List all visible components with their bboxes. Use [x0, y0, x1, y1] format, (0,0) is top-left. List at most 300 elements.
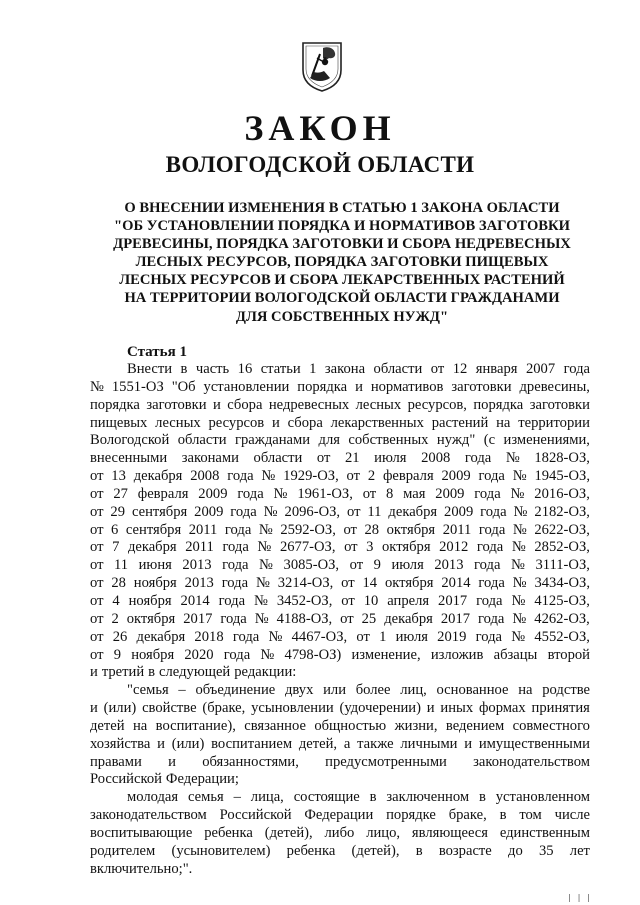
- word: года: [474, 485, 501, 502]
- article-line: [90, 700, 590, 718]
- word: 2018: [194, 628, 224, 645]
- coat-of-arms-icon: [300, 40, 344, 92]
- word: 2014: [441, 575, 471, 592]
- word: свойстве: [142, 700, 197, 717]
- word: и: [157, 735, 165, 752]
- word: года: [237, 485, 264, 502]
- word: от: [90, 468, 104, 485]
- word: изменение,: [351, 646, 421, 663]
- word: №: [512, 468, 527, 485]
- word: следующей: [159, 664, 231, 681]
- article-line: [90, 682, 590, 700]
- word: 7: [112, 539, 120, 556]
- word: от: [340, 610, 354, 627]
- word: лесных: [355, 396, 402, 413]
- word: года: [478, 610, 505, 627]
- word: 2182-ОЗ,: [534, 503, 590, 520]
- word: 3434-ОЗ,: [534, 575, 590, 592]
- word: от: [316, 450, 331, 467]
- article-line: [90, 771, 590, 789]
- word: области: [253, 450, 303, 467]
- word: установленном: [495, 789, 590, 806]
- word: заготовки: [451, 378, 512, 395]
- word: от: [344, 539, 358, 556]
- word: заготовки: [146, 396, 207, 413]
- word: молодая: [127, 789, 179, 806]
- word: семья: [188, 789, 224, 806]
- word: в: [148, 664, 156, 681]
- word: области: [373, 361, 423, 377]
- word: №: [253, 592, 268, 609]
- word: 2020: [184, 646, 214, 663]
- word: 9: [373, 557, 381, 574]
- page-footer-mark: | | |: [567, 893, 592, 902]
- word: (или): [171, 735, 205, 752]
- word: №: [511, 628, 526, 645]
- word: ноября: [131, 646, 175, 663]
- word: года: [230, 503, 257, 520]
- word: от: [90, 610, 104, 627]
- word: и: [272, 414, 280, 431]
- word: 3085-ОЗ,: [283, 557, 340, 574]
- article-line: [90, 843, 590, 861]
- word: декабря: [388, 503, 438, 520]
- word: 2009: [194, 503, 224, 520]
- word: 2096-ОЗ,: [284, 503, 341, 520]
- word: воспитывающие: [90, 824, 193, 841]
- word: и: [355, 378, 363, 395]
- word: а: [343, 735, 351, 752]
- word: 2008: [421, 450, 451, 467]
- word: 2017: [438, 592, 468, 609]
- word: №: [257, 539, 272, 556]
- word: 1945-ОЗ,: [534, 468, 590, 485]
- word: года: [223, 646, 251, 663]
- word: 13: [111, 468, 126, 485]
- word: второй: [547, 646, 590, 663]
- word: года: [475, 628, 502, 645]
- word: декабря: [384, 610, 433, 627]
- word: (детей),: [351, 842, 400, 859]
- word: территории: [518, 414, 590, 431]
- article-line: [90, 611, 590, 629]
- word: сентября: [131, 503, 188, 520]
- word: от: [343, 521, 357, 538]
- word: абзацы: [493, 646, 538, 663]
- word: ноября: [133, 575, 177, 592]
- word: заключенном: [386, 789, 470, 806]
- word: от: [356, 628, 370, 645]
- word: и: [464, 735, 473, 752]
- word: нужд": [436, 432, 476, 449]
- word: в: [369, 789, 377, 806]
- word: внесенными: [90, 450, 168, 467]
- word: лиц,: [400, 682, 427, 699]
- word: и: [213, 396, 221, 413]
- word: года: [480, 503, 507, 520]
- word: области: [177, 432, 227, 449]
- word: года: [227, 468, 254, 485]
- word: Федерации;: [165, 771, 239, 788]
- word: января: [475, 361, 518, 377]
- word: и: [168, 753, 176, 770]
- word: Вологодской: [90, 432, 170, 449]
- word: 29: [110, 503, 126, 520]
- word: года: [222, 557, 249, 574]
- word: 2011: [442, 521, 472, 538]
- article-line: [90, 539, 590, 557]
- word: –: [178, 682, 186, 699]
- word: №: [273, 485, 288, 502]
- word: 2011: [188, 521, 218, 538]
- word: родстве: [542, 682, 590, 699]
- word: от: [341, 592, 355, 609]
- word: древесины,: [519, 378, 590, 395]
- article-body: [90, 361, 590, 878]
- word: 4188-ОЗ,: [276, 610, 333, 627]
- word: законодательством: [473, 753, 590, 770]
- word: третий: [101, 664, 145, 681]
- word: законами: [181, 450, 239, 467]
- article-line: [90, 861, 590, 879]
- word: принятия: [531, 700, 590, 717]
- subject-line: ДРЕВЕСИНЫ, ПОРЯДКА ЗАГОТОВКИ И СБОРА НЕДРЕВЕСНЫХ: [113, 236, 571, 253]
- word: Российской: [90, 771, 162, 788]
- article-line: [90, 736, 590, 754]
- word: на: [132, 717, 148, 734]
- word: сентября: [125, 521, 182, 538]
- article-line: [90, 361, 590, 379]
- word: 2013: [184, 575, 214, 592]
- word: 2017: [183, 610, 213, 627]
- word: года: [563, 361, 590, 377]
- word: ноября: [128, 592, 172, 609]
- word: 2011: [185, 539, 214, 556]
- word: от: [346, 468, 361, 485]
- word: 28: [111, 575, 126, 592]
- word: часть: [195, 361, 230, 377]
- word: на: [518, 682, 533, 699]
- word: 4125-ОЗ,: [534, 592, 590, 609]
- word: от: [347, 503, 361, 520]
- word: года: [224, 521, 252, 538]
- word: 8: [386, 485, 394, 502]
- word: 2019: [437, 628, 467, 645]
- word: гражданами: [234, 432, 311, 449]
- word: года: [232, 628, 260, 645]
- word: 4: [112, 592, 120, 609]
- word: или: [323, 682, 347, 699]
- word: 1961-ОЗ,: [297, 485, 353, 502]
- word: 25: [361, 610, 377, 627]
- subject-line: ЛЕСНЫХ РЕСУРСОВ И СБОРА ЛЕКАРСТВЕННЫХ РАСТЕНИЙ: [119, 272, 565, 289]
- word: №: [258, 521, 273, 538]
- word: №: [512, 521, 527, 538]
- word: 27: [113, 485, 128, 502]
- word: №: [512, 575, 527, 592]
- word: Внести: [127, 361, 173, 377]
- word: жизни,: [394, 717, 438, 734]
- article-line: [90, 664, 590, 682]
- word: декабря: [136, 628, 186, 645]
- word: октября: [386, 521, 436, 538]
- word: изложив: [430, 646, 484, 663]
- word: являющееся: [411, 824, 488, 841]
- word: том: [519, 807, 542, 824]
- word: на: [496, 414, 511, 431]
- word: 12: [452, 361, 468, 377]
- word: Российской: [219, 807, 292, 824]
- word: года: [478, 468, 505, 485]
- word: от: [90, 557, 104, 574]
- article-line: [90, 504, 590, 522]
- word: установлении: [203, 378, 290, 395]
- article-line: [90, 468, 590, 486]
- word: связанное: [244, 717, 306, 734]
- word: и: [90, 664, 98, 681]
- word: для: [318, 432, 340, 449]
- word: обязанностями,: [202, 753, 299, 770]
- word: от: [349, 557, 364, 574]
- word: Федерации: [304, 807, 374, 824]
- word: 1828-ОЗ,: [534, 450, 590, 467]
- word: 2: [367, 468, 376, 485]
- word: 2: [111, 610, 119, 627]
- word: законодательством: [90, 807, 207, 824]
- word: 2016-ОЗ,: [534, 485, 590, 502]
- word: 3111-ОЗ,: [535, 557, 590, 574]
- word: (браке,: [202, 700, 246, 717]
- word: воспитанием: [211, 735, 293, 752]
- word: детей,: [298, 735, 338, 752]
- word: включительно;".: [90, 860, 193, 877]
- word: №: [268, 628, 283, 645]
- word: статьи: [260, 361, 301, 377]
- word: 1551-ОЗ: [111, 378, 164, 395]
- word: и: [90, 700, 98, 717]
- article-line: [90, 486, 590, 504]
- word: 1929-ОЗ,: [283, 468, 339, 485]
- word: состоящие: [293, 789, 360, 806]
- word: редакции:: [234, 664, 297, 681]
- word: растений: [431, 414, 489, 431]
- subject-line: ЛЕСНЫХ РЕСУРСОВ, ПОРЯДКА ЗАГОТОВКИ ПИЩЕВЫХ: [135, 254, 549, 271]
- word: в: [415, 842, 423, 859]
- word: года: [478, 575, 505, 592]
- word: №: [510, 557, 525, 574]
- word: ребенка: [204, 824, 253, 841]
- word: 2852-ОЗ,: [534, 539, 590, 556]
- article-line: [90, 789, 590, 807]
- word: также: [357, 735, 394, 752]
- word: года: [476, 592, 503, 609]
- word: заготовки: [529, 396, 590, 413]
- word: детей: [90, 717, 125, 734]
- word: 4552-ОЗ,: [534, 628, 590, 645]
- article-line: [90, 718, 590, 736]
- word: №: [511, 539, 526, 556]
- word: пищевых: [90, 414, 148, 431]
- word: октября: [382, 539, 431, 556]
- word: 2009: [441, 468, 471, 485]
- region-title: ВОЛОГОДСКОЙ ОБЛАСТИ: [165, 152, 475, 177]
- word: сбора: [227, 396, 263, 413]
- word: 3: [366, 539, 374, 556]
- word: 2009: [435, 485, 465, 502]
- word: №: [259, 557, 273, 574]
- word: 2013: [182, 557, 212, 574]
- word: мая: [403, 485, 426, 502]
- word: либо: [324, 824, 355, 841]
- word: ресурсов,: [407, 396, 467, 413]
- word: –: [233, 789, 241, 806]
- word: 2013: [434, 557, 464, 574]
- word: недревесных: [268, 396, 350, 413]
- word: ребенка: [286, 842, 336, 859]
- word: 9: [113, 646, 121, 663]
- article-line: [90, 593, 590, 611]
- word: 2017: [440, 610, 471, 627]
- subject-line: ДЛЯ СОБСТВЕННЫХ НУЖД": [235, 308, 449, 325]
- word: "Об: [171, 378, 196, 395]
- article-line: [90, 629, 590, 647]
- word: декабря: [133, 468, 183, 485]
- word: от: [90, 521, 104, 538]
- word: 11: [114, 557, 129, 574]
- word: года: [476, 539, 504, 556]
- word: (детей),: [264, 824, 313, 841]
- word: ведением: [445, 717, 505, 734]
- word: №: [510, 485, 525, 502]
- word: февраля: [382, 468, 434, 485]
- word: общностью: [314, 717, 387, 734]
- word: 14: [362, 575, 378, 592]
- word: от: [90, 646, 104, 663]
- word: хозяйства: [90, 735, 151, 752]
- article-line: [90, 415, 590, 433]
- word: лицо,: [366, 824, 401, 841]
- word: двух: [284, 682, 314, 699]
- subject-line: НА ТЕРРИТОРИИ ВОЛОГОДСКОЙ ОБЛАСТИ ГРАЖДАНАМИ: [124, 290, 560, 307]
- article-line: [90, 825, 590, 843]
- law-title: ЗАКОН: [244, 108, 396, 148]
- word: №: [90, 378, 104, 395]
- word: 2009: [198, 485, 228, 502]
- word: года: [474, 557, 501, 574]
- word: года: [220, 610, 247, 627]
- word: от: [90, 539, 104, 556]
- word: от: [90, 628, 104, 645]
- word: апреля: [387, 592, 430, 609]
- word: 2007: [525, 361, 556, 377]
- word: закона: [324, 361, 366, 377]
- word: порядка: [90, 396, 140, 413]
- word: №: [254, 610, 269, 627]
- word: от: [430, 361, 445, 377]
- word: порядка: [297, 378, 348, 395]
- word: и: [426, 700, 435, 717]
- word: единственным: [499, 824, 590, 841]
- article-line: [90, 432, 590, 450]
- word: более: [355, 682, 391, 699]
- word: формах: [478, 700, 526, 717]
- article-line: [90, 575, 590, 593]
- word: 4467-ОЗ,: [291, 628, 348, 645]
- word: 10: [363, 592, 379, 609]
- word: июня: [138, 557, 172, 574]
- word: №: [511, 592, 526, 609]
- word: до: [508, 842, 523, 859]
- article-line: [90, 754, 590, 772]
- word: порядке: [386, 807, 436, 824]
- word: в: [499, 807, 507, 824]
- word: июля: [395, 628, 428, 645]
- word: 3452-ОЗ,: [276, 592, 333, 609]
- word: воспитание),: [155, 717, 236, 734]
- word: 2592-ОЗ,: [280, 521, 336, 538]
- word: лет: [569, 842, 590, 859]
- word: от: [90, 485, 104, 502]
- article-line: [90, 379, 590, 397]
- word: от: [341, 575, 355, 592]
- word: изменениями,: [503, 432, 590, 449]
- word: №: [260, 646, 275, 663]
- word: (удочерении): [339, 700, 421, 717]
- article-heading: Статья 1: [127, 344, 187, 360]
- word: года: [221, 575, 249, 592]
- word: 28: [364, 521, 380, 538]
- word: 4798-ОЗ): [284, 646, 342, 663]
- word: №: [261, 468, 276, 485]
- word: браке,: [448, 807, 487, 824]
- word: 11: [367, 503, 382, 520]
- word: (или): [103, 700, 137, 717]
- word: усыновлении: [251, 700, 334, 717]
- subject-line: "ОБ УСТАНОВЛЕНИИ ПОРЯДКА И НОРМАТИВОВ ЗАГОТОВКИ: [114, 218, 570, 235]
- word: в: [478, 789, 486, 806]
- article-line: [90, 647, 590, 665]
- word: сбора: [287, 414, 323, 431]
- word: июля: [391, 557, 424, 574]
- word: 2677-ОЗ,: [279, 539, 336, 556]
- word: 1: [379, 628, 387, 645]
- word: года: [222, 539, 249, 556]
- word: лица,: [250, 789, 284, 806]
- word: 21: [344, 450, 360, 467]
- word: родителем: [90, 842, 156, 859]
- word: года: [464, 450, 492, 467]
- word: числе: [554, 807, 590, 824]
- word: лесных: [155, 414, 201, 431]
- word: от: [362, 485, 377, 502]
- word: 2622-ОЗ,: [534, 521, 590, 538]
- word: иных: [440, 700, 474, 717]
- word: 2008: [190, 468, 220, 485]
- word: нормативов: [370, 378, 444, 395]
- word: года: [218, 592, 246, 609]
- word: 1: [309, 361, 317, 377]
- word: №: [512, 610, 527, 627]
- word: 2012: [439, 539, 469, 556]
- word: 2009: [444, 503, 474, 520]
- word: 2014: [180, 592, 210, 609]
- word: личными: [400, 735, 458, 752]
- word: декабря: [127, 539, 177, 556]
- word: собственных: [348, 432, 429, 449]
- word: возрасте: [438, 842, 492, 859]
- word: февраля: [137, 485, 189, 502]
- word: октября: [126, 610, 176, 627]
